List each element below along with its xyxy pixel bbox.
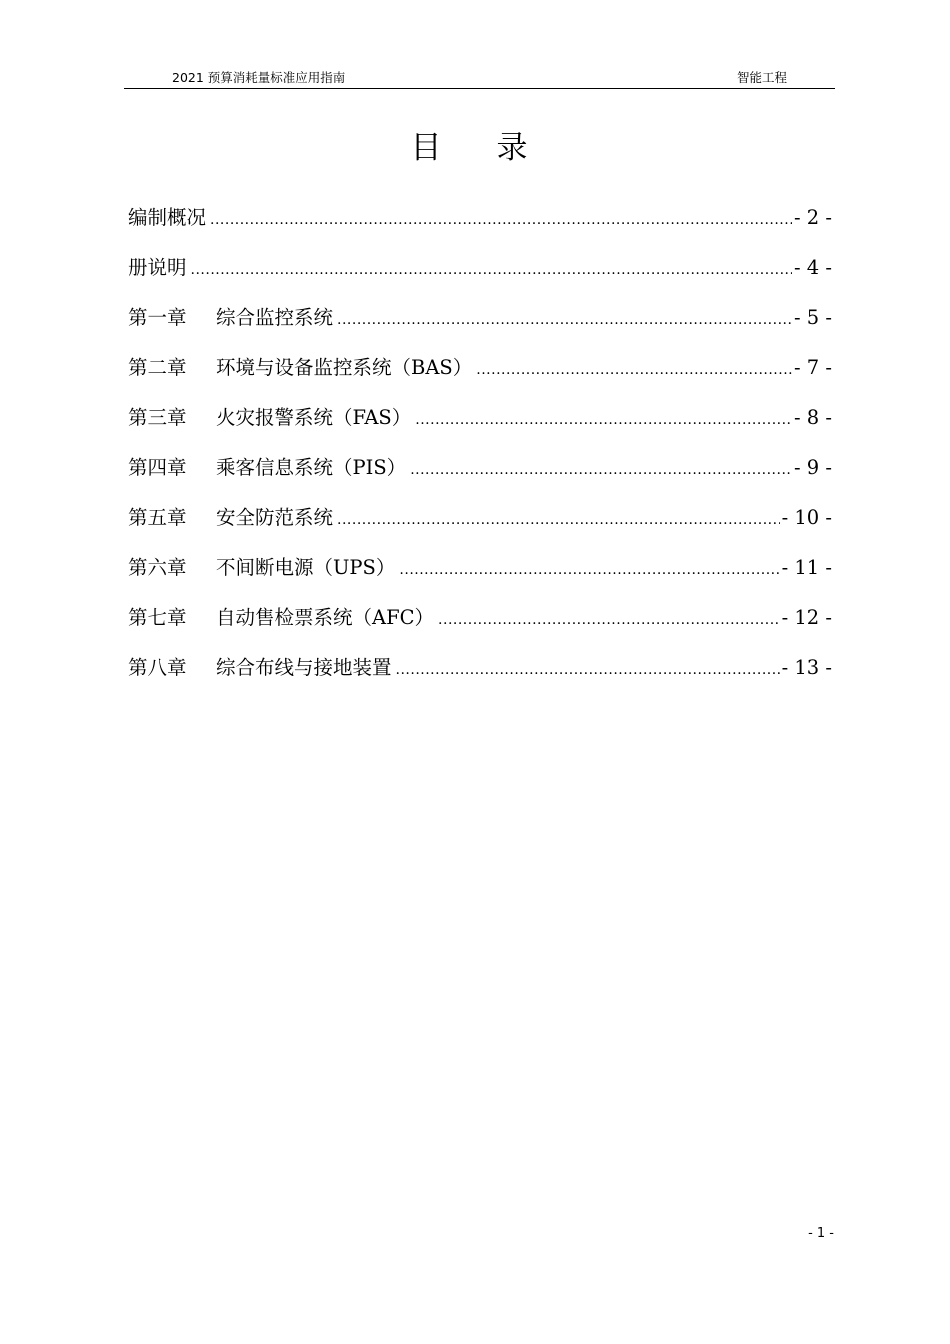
toc-entry-chapter: 第七章 xyxy=(128,606,187,629)
toc-entry-page: - 10 - xyxy=(781,506,832,529)
toc-entry-chapter: 第三章 xyxy=(128,406,187,429)
header-section-name: 智能工程 xyxy=(736,70,787,85)
toc-entry-chapter-8[interactable] xyxy=(128,650,832,700)
toc-entry-title: 综合监控系统 xyxy=(216,306,334,329)
footer-page-number: - 1 - xyxy=(808,1226,834,1241)
toc-entry-page: - 9 - xyxy=(794,456,832,479)
toc-dot-leader xyxy=(476,352,792,388)
toc-dot-leader xyxy=(191,252,793,288)
toc-entry-page: - 13 - xyxy=(781,656,832,679)
toc-entry-chapter-5[interactable] xyxy=(128,500,832,550)
toc-entry-chapter-6[interactable] xyxy=(128,550,832,600)
toc-entry-chapter: 第二章 xyxy=(128,356,187,379)
toc-dot-leader xyxy=(399,552,779,588)
toc-entry-page: - 12 - xyxy=(781,606,832,629)
toc-dot-leader xyxy=(210,202,792,238)
toc-entry-overview[interactable] xyxy=(128,200,832,250)
toc-entry-page: - 4 - xyxy=(794,256,832,279)
toc-entry-title: 乘客信息系统（PIS） xyxy=(216,456,407,479)
header-document-title: 2021 预算消耗量标准应用指南 xyxy=(172,70,346,85)
toc-entry-volume-notes[interactable] xyxy=(128,250,832,300)
toc-entry-title: 自动售检票系统（AFC） xyxy=(216,606,435,629)
toc-entry-page: - 5 - xyxy=(794,306,832,329)
toc-entry-title: 册说明 xyxy=(128,256,187,279)
toc-entry-title: 综合布线与接地装置 xyxy=(216,656,392,679)
toc-entry-chapter-3[interactable] xyxy=(128,400,832,450)
toc-entry-title: 不间断电源（UPS） xyxy=(216,556,396,579)
toc-entry-page: - 7 - xyxy=(794,356,832,379)
toc-entry-chapter: 第八章 xyxy=(128,656,187,679)
toc-dot-leader xyxy=(438,602,780,638)
toc-entry-page: - 2 - xyxy=(794,206,832,229)
toc-entry-chapter-1[interactable] xyxy=(128,300,832,350)
toc-entry-title: 火灾报警系统（FAS） xyxy=(216,406,412,429)
toc-entry-chapter: 第一章 xyxy=(128,306,187,329)
toc-entry-title: 环境与设备监控系统（BAS） xyxy=(216,356,473,379)
toc-dot-leader xyxy=(410,452,792,488)
toc-entry-title: 编制概况 xyxy=(128,206,207,229)
table-of-contents xyxy=(128,200,832,700)
toc-heading: 目 录 xyxy=(410,130,540,166)
toc-entry-page: - 8 - xyxy=(794,406,832,429)
page-header xyxy=(124,66,835,89)
toc-entry-page: - 11 - xyxy=(781,556,832,579)
toc-entry-title: 安全防范系统 xyxy=(216,506,334,529)
toc-entry-chapter-7[interactable] xyxy=(128,600,832,650)
toc-dot-leader xyxy=(337,502,780,538)
toc-entry-chapter: 第六章 xyxy=(128,556,187,579)
toc-entry-chapter: 第五章 xyxy=(128,506,187,529)
toc-entry-chapter: 第四章 xyxy=(128,456,187,479)
toc-dot-leader xyxy=(396,652,780,688)
toc-entry-chapter-4[interactable] xyxy=(128,450,832,500)
toc-entry-chapter-2[interactable] xyxy=(128,350,832,400)
toc-dot-leader xyxy=(415,402,792,438)
toc-dot-leader xyxy=(337,302,792,338)
